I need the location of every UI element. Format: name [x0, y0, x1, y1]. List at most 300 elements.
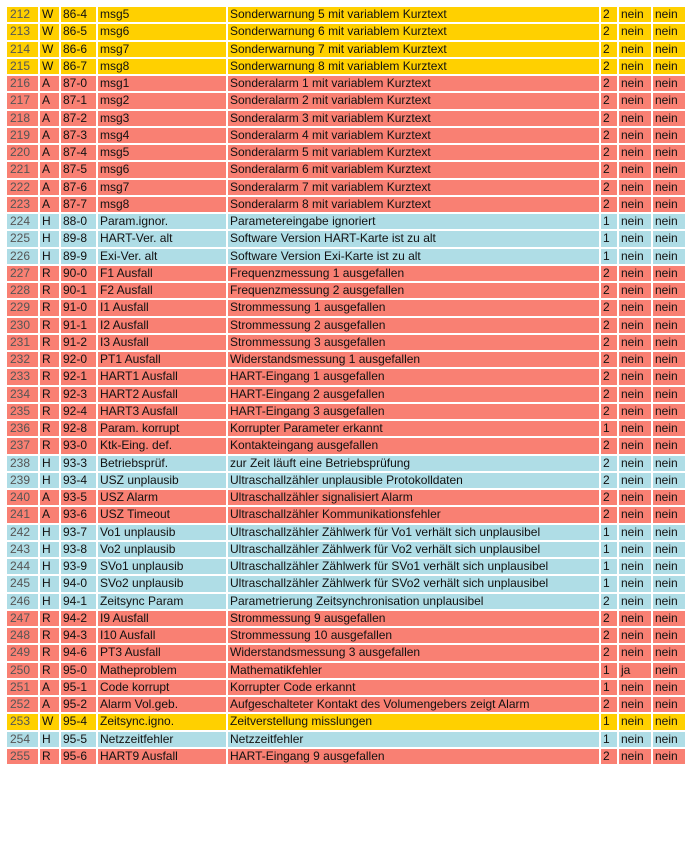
cell-class: 2: [601, 352, 617, 367]
cell-flag-1: nein: [619, 576, 651, 591]
cell-type: R: [40, 404, 59, 419]
cell-short-text: HART2 Ausfall: [98, 387, 226, 402]
cell-description: Sonderwarnung 8 mit variablem Kurztext: [228, 59, 599, 74]
cell-flag-1: nein: [619, 214, 651, 229]
table-row: [7, 335, 685, 350]
table-row: [7, 162, 685, 177]
cell-flag-2: nein: [653, 145, 685, 160]
cell-short-text: msg4: [98, 128, 226, 143]
cell-class: 2: [601, 180, 617, 195]
cell-flag-1: nein: [619, 473, 651, 488]
cell-description: Ultraschallzähler Zählwerk für SVo2 verhält sich unplausibel: [228, 576, 599, 591]
cell-code: 95-6: [61, 749, 96, 764]
cell-class: 1: [601, 421, 617, 436]
cell-description: Sonderalarm 2 mit variablem Kurztext: [228, 93, 599, 108]
cell-number: 246: [7, 594, 38, 609]
cell-class: 1: [601, 542, 617, 557]
cell-short-text: HART-Ver. alt: [98, 231, 226, 246]
cell-type: A: [40, 180, 59, 195]
cell-type: A: [40, 145, 59, 160]
cell-flag-2: nein: [653, 576, 685, 591]
cell-flag-2: nein: [653, 214, 685, 229]
table-row: [7, 180, 685, 195]
cell-flag-2: nein: [653, 318, 685, 333]
cell-flag-1: nein: [619, 162, 651, 177]
message-table-container: [7, 7, 683, 766]
cell-code: 92-0: [61, 352, 96, 367]
cell-type: W: [40, 24, 59, 39]
cell-type: R: [40, 266, 59, 281]
cell-short-text: USZ Timeout: [98, 507, 226, 522]
cell-type: H: [40, 732, 59, 747]
cell-short-text: Ktk-Eing. def.: [98, 438, 226, 453]
table-row: [7, 749, 685, 764]
cell-flag-1: nein: [619, 456, 651, 471]
cell-code: 93-4: [61, 473, 96, 488]
cell-flag-2: nein: [653, 111, 685, 126]
cell-short-text: Matheproblem: [98, 663, 226, 678]
cell-class: 2: [601, 42, 617, 57]
cell-type: R: [40, 352, 59, 367]
table-row: [7, 576, 685, 591]
cell-number: 221: [7, 162, 38, 177]
cell-short-text: USZ unplausib: [98, 473, 226, 488]
table-row: [7, 473, 685, 488]
cell-flag-1: nein: [619, 628, 651, 643]
cell-description: Aufgeschalteter Kontakt des Volumengebers zeigt Alarm: [228, 697, 599, 712]
cell-flag-2: nein: [653, 24, 685, 39]
cell-description: Frequenzmessung 1 ausgefallen: [228, 266, 599, 281]
cell-class: 2: [601, 145, 617, 160]
cell-short-text: Zeitsync Param: [98, 594, 226, 609]
cell-number: 219: [7, 128, 38, 143]
cell-number: 224: [7, 214, 38, 229]
cell-description: Sonderalarm 7 mit variablem Kurztext: [228, 180, 599, 195]
cell-flag-1: nein: [619, 714, 651, 729]
cell-flag-2: nein: [653, 335, 685, 350]
table-row: [7, 42, 685, 57]
cell-class: 2: [601, 59, 617, 74]
cell-flag-1: nein: [619, 421, 651, 436]
cell-class: 2: [601, 404, 617, 419]
cell-flag-2: nein: [653, 697, 685, 712]
cell-class: 2: [601, 283, 617, 298]
cell-short-text: Exi-Ver. alt: [98, 249, 226, 264]
cell-short-text: msg3: [98, 111, 226, 126]
cell-code: 92-4: [61, 404, 96, 419]
table-row: [7, 214, 685, 229]
cell-flag-1: nein: [619, 59, 651, 74]
cell-description: Ultraschallzähler Zählwerk für Vo1 verhält sich unplausibel: [228, 525, 599, 540]
cell-flag-2: nein: [653, 231, 685, 246]
cell-description: Sonderalarm 4 mit variablem Kurztext: [228, 128, 599, 143]
cell-flag-1: nein: [619, 438, 651, 453]
table-row: [7, 490, 685, 505]
cell-description: Widerstandsmessung 1 ausgefallen: [228, 352, 599, 367]
cell-code: 92-8: [61, 421, 96, 436]
cell-class: 1: [601, 249, 617, 264]
cell-number: 244: [7, 559, 38, 574]
cell-flag-1: nein: [619, 507, 651, 522]
cell-flag-2: nein: [653, 490, 685, 505]
cell-flag-2: nein: [653, 507, 685, 522]
table-row: [7, 318, 685, 333]
table-row: [7, 697, 685, 712]
cell-class: 1: [601, 525, 617, 540]
table-row: [7, 525, 685, 540]
table-row: [7, 594, 685, 609]
cell-flag-1: nein: [619, 249, 651, 264]
cell-number: 245: [7, 576, 38, 591]
table-row: [7, 266, 685, 281]
cell-code: 92-3: [61, 387, 96, 402]
cell-description: HART-Eingang 2 ausgefallen: [228, 387, 599, 402]
cell-class: 2: [601, 24, 617, 39]
table-row: [7, 714, 685, 729]
cell-flag-2: nein: [653, 525, 685, 540]
cell-short-text: F2 Ausfall: [98, 283, 226, 298]
cell-flag-2: nein: [653, 266, 685, 281]
cell-number: 228: [7, 283, 38, 298]
cell-short-text: I1 Ausfall: [98, 300, 226, 315]
cell-class: 2: [601, 507, 617, 522]
cell-class: 2: [601, 645, 617, 660]
cell-class: 1: [601, 732, 617, 747]
cell-code: 86-7: [61, 59, 96, 74]
table-row: [7, 59, 685, 74]
cell-description: HART-Eingang 9 ausgefallen: [228, 749, 599, 764]
cell-code: 95-0: [61, 663, 96, 678]
cell-short-text: I3 Ausfall: [98, 335, 226, 350]
cell-number: 230: [7, 318, 38, 333]
cell-flag-2: nein: [653, 249, 685, 264]
cell-description: zur Zeit läuft eine Betriebsprüfung: [228, 456, 599, 471]
cell-type: R: [40, 611, 59, 626]
cell-flag-2: nein: [653, 76, 685, 91]
table-row: [7, 128, 685, 143]
table-row: [7, 352, 685, 367]
cell-number: 251: [7, 680, 38, 695]
cell-description: Sonderalarm 5 mit variablem Kurztext: [228, 145, 599, 160]
cell-type: A: [40, 93, 59, 108]
cell-class: 2: [601, 369, 617, 384]
cell-class: 2: [601, 93, 617, 108]
cell-class: 2: [601, 128, 617, 143]
cell-short-text: Vo2 unplausib: [98, 542, 226, 557]
cell-type: H: [40, 214, 59, 229]
cell-description: Sonderwarnung 7 mit variablem Kurztext: [228, 42, 599, 57]
cell-flag-2: nein: [653, 628, 685, 643]
cell-short-text: msg1: [98, 76, 226, 91]
cell-flag-1: nein: [619, 300, 651, 315]
cell-flag-2: nein: [653, 438, 685, 453]
cell-type: A: [40, 507, 59, 522]
cell-code: 95-1: [61, 680, 96, 695]
cell-type: A: [40, 490, 59, 505]
cell-short-text: Param. korrupt: [98, 421, 226, 436]
cell-number: 213: [7, 24, 38, 39]
cell-short-text: I10 Ausfall: [98, 628, 226, 643]
cell-class: 1: [601, 559, 617, 574]
cell-short-text: msg8: [98, 59, 226, 74]
cell-short-text: SVo1 unplausib: [98, 559, 226, 574]
table-row: [7, 663, 685, 678]
cell-flag-2: nein: [653, 283, 685, 298]
cell-flag-2: nein: [653, 732, 685, 747]
cell-short-text: Code korrupt: [98, 680, 226, 695]
table-row: [7, 249, 685, 264]
cell-flag-2: nein: [653, 300, 685, 315]
table-row: [7, 404, 685, 419]
cell-number: 233: [7, 369, 38, 384]
table-row: [7, 111, 685, 126]
cell-description: Sonderwarnung 5 mit variablem Kurztext: [228, 7, 599, 22]
cell-number: 249: [7, 645, 38, 660]
cell-code: 86-6: [61, 42, 96, 57]
table-row: [7, 611, 685, 626]
cell-code: 94-2: [61, 611, 96, 626]
cell-code: 87-5: [61, 162, 96, 177]
cell-flag-1: nein: [619, 611, 651, 626]
cell-type: R: [40, 628, 59, 643]
cell-flag-1: nein: [619, 404, 651, 419]
cell-short-text: Vo1 unplausib: [98, 525, 226, 540]
cell-flag-2: nein: [653, 456, 685, 471]
cell-type: R: [40, 300, 59, 315]
cell-description: Ultraschallzähler unplausible Protokolldaten: [228, 473, 599, 488]
cell-short-text: msg6: [98, 162, 226, 177]
cell-number: 247: [7, 611, 38, 626]
cell-flag-1: nein: [619, 76, 651, 91]
cell-flag-2: nein: [653, 42, 685, 57]
cell-type: W: [40, 714, 59, 729]
cell-class: 2: [601, 749, 617, 764]
cell-short-text: SVo2 unplausib: [98, 576, 226, 591]
cell-class: 1: [601, 680, 617, 695]
cell-type: R: [40, 283, 59, 298]
cell-number: 238: [7, 456, 38, 471]
table-row: [7, 300, 685, 315]
table-row: [7, 145, 685, 160]
cell-number: 215: [7, 59, 38, 74]
cell-number: 216: [7, 76, 38, 91]
cell-class: 2: [601, 266, 617, 281]
cell-short-text: msg7: [98, 42, 226, 57]
cell-type: H: [40, 576, 59, 591]
cell-description: Ultraschallzähler Kommunikationsfehler: [228, 507, 599, 522]
cell-number: 225: [7, 231, 38, 246]
cell-description: Strommessung 3 ausgefallen: [228, 335, 599, 350]
cell-short-text: Param.ignor.: [98, 214, 226, 229]
cell-class: 2: [601, 318, 617, 333]
cell-flag-1: nein: [619, 525, 651, 540]
cell-description: Mathematikfehler: [228, 663, 599, 678]
cell-flag-2: nein: [653, 421, 685, 436]
cell-number: 255: [7, 749, 38, 764]
cell-class: 1: [601, 663, 617, 678]
cell-description: Sonderalarm 6 mit variablem Kurztext: [228, 162, 599, 177]
cell-flag-1: nein: [619, 7, 651, 22]
cell-type: H: [40, 231, 59, 246]
cell-type: A: [40, 111, 59, 126]
cell-description: Software Version HART-Karte ist zu alt: [228, 231, 599, 246]
cell-type: A: [40, 197, 59, 212]
cell-description: Strommessung 10 ausgefallen: [228, 628, 599, 643]
cell-number: 235: [7, 404, 38, 419]
cell-flag-1: nein: [619, 749, 651, 764]
cell-description: Strommessung 1 ausgefallen: [228, 300, 599, 315]
cell-code: 87-2: [61, 111, 96, 126]
cell-number: 220: [7, 145, 38, 160]
cell-type: R: [40, 438, 59, 453]
cell-code: 90-0: [61, 266, 96, 281]
cell-code: 89-9: [61, 249, 96, 264]
cell-number: 234: [7, 387, 38, 402]
cell-flag-2: nein: [653, 352, 685, 367]
cell-code: 89-8: [61, 231, 96, 246]
cell-code: 94-6: [61, 645, 96, 660]
cell-code: 86-4: [61, 7, 96, 22]
cell-number: 236: [7, 421, 38, 436]
cell-flag-1: nein: [619, 697, 651, 712]
cell-type: R: [40, 387, 59, 402]
cell-class: 1: [601, 714, 617, 729]
cell-class: 2: [601, 490, 617, 505]
cell-short-text: I2 Ausfall: [98, 318, 226, 333]
cell-type: H: [40, 542, 59, 557]
cell-code: 94-0: [61, 576, 96, 591]
cell-short-text: HART1 Ausfall: [98, 369, 226, 384]
cell-class: 2: [601, 697, 617, 712]
cell-class: 2: [601, 387, 617, 402]
cell-flag-2: nein: [653, 559, 685, 574]
table-row: [7, 387, 685, 402]
cell-short-text: msg7: [98, 180, 226, 195]
cell-number: 252: [7, 697, 38, 712]
table-row: [7, 231, 685, 246]
cell-class: 2: [601, 197, 617, 212]
cell-class: 2: [601, 76, 617, 91]
cell-flag-2: nein: [653, 404, 685, 419]
cell-short-text: PT3 Ausfall: [98, 645, 226, 660]
table-row: [7, 421, 685, 436]
cell-code: 95-2: [61, 697, 96, 712]
cell-short-text: I9 Ausfall: [98, 611, 226, 626]
cell-short-text: msg8: [98, 197, 226, 212]
cell-flag-1: nein: [619, 732, 651, 747]
table-row: [7, 507, 685, 522]
cell-flag-1: nein: [619, 369, 651, 384]
cell-flag-2: nein: [653, 542, 685, 557]
cell-flag-1: nein: [619, 93, 651, 108]
cell-code: 91-0: [61, 300, 96, 315]
cell-short-text: PT1 Ausfall: [98, 352, 226, 367]
cell-number: 218: [7, 111, 38, 126]
cell-flag-1: nein: [619, 42, 651, 57]
cell-number: 254: [7, 732, 38, 747]
cell-class: 2: [601, 162, 617, 177]
cell-type: W: [40, 7, 59, 22]
cell-type: R: [40, 421, 59, 436]
cell-flag-1: nein: [619, 283, 651, 298]
table-row: [7, 93, 685, 108]
cell-short-text: HART3 Ausfall: [98, 404, 226, 419]
cell-flag-2: nein: [653, 749, 685, 764]
table-row: [7, 197, 685, 212]
cell-flag-1: nein: [619, 145, 651, 160]
cell-number: 253: [7, 714, 38, 729]
cell-type: R: [40, 369, 59, 384]
cell-description: Sonderalarm 1 mit variablem Kurztext: [228, 76, 599, 91]
cell-flag-2: nein: [653, 645, 685, 660]
cell-class: 1: [601, 214, 617, 229]
cell-code: 91-2: [61, 335, 96, 350]
cell-code: 87-1: [61, 93, 96, 108]
cell-type: R: [40, 645, 59, 660]
cell-description: Sonderwarnung 6 mit variablem Kurztext: [228, 24, 599, 39]
cell-description: Widerstandsmessung 3 ausgefallen: [228, 645, 599, 660]
cell-flag-1: nein: [619, 387, 651, 402]
cell-description: Software Version Exi-Karte ist zu alt: [228, 249, 599, 264]
cell-flag-1: nein: [619, 128, 651, 143]
cell-type: R: [40, 335, 59, 350]
cell-type: W: [40, 42, 59, 57]
cell-type: H: [40, 473, 59, 488]
cell-number: 226: [7, 249, 38, 264]
cell-class: 2: [601, 594, 617, 609]
cell-flag-1: nein: [619, 180, 651, 195]
cell-description: Netzzeitfehler: [228, 732, 599, 747]
cell-class: 2: [601, 438, 617, 453]
cell-short-text: msg2: [98, 93, 226, 108]
cell-description: Korrupter Code erkannt: [228, 680, 599, 695]
cell-number: 243: [7, 542, 38, 557]
table-row: [7, 456, 685, 471]
cell-code: 87-6: [61, 180, 96, 195]
cell-number: 239: [7, 473, 38, 488]
cell-flag-1: nein: [619, 318, 651, 333]
cell-flag-1: nein: [619, 680, 651, 695]
table-row: [7, 7, 685, 22]
cell-code: 88-0: [61, 214, 96, 229]
cell-code: 86-5: [61, 24, 96, 39]
table-row: [7, 628, 685, 643]
cell-code: 95-5: [61, 732, 96, 747]
cell-type: H: [40, 525, 59, 540]
table-row: [7, 24, 685, 39]
table-row: [7, 76, 685, 91]
cell-number: 242: [7, 525, 38, 540]
cell-description: HART-Eingang 3 ausgefallen: [228, 404, 599, 419]
cell-description: Frequenzmessung 2 ausgefallen: [228, 283, 599, 298]
cell-type: H: [40, 456, 59, 471]
cell-flag-1: nein: [619, 111, 651, 126]
cell-flag-2: nein: [653, 594, 685, 609]
table-row: [7, 369, 685, 384]
cell-type: H: [40, 594, 59, 609]
cell-class: 2: [601, 300, 617, 315]
cell-code: 94-1: [61, 594, 96, 609]
cell-flag-2: nein: [653, 387, 685, 402]
cell-code: 87-7: [61, 197, 96, 212]
cell-description: Strommessung 9 ausgefallen: [228, 611, 599, 626]
cell-type: H: [40, 559, 59, 574]
cell-flag-1: nein: [619, 335, 651, 350]
cell-description: Parametereingabe ignoriert: [228, 214, 599, 229]
cell-flag-1: nein: [619, 559, 651, 574]
message-table: [5, 5, 687, 766]
cell-code: 93-8: [61, 542, 96, 557]
